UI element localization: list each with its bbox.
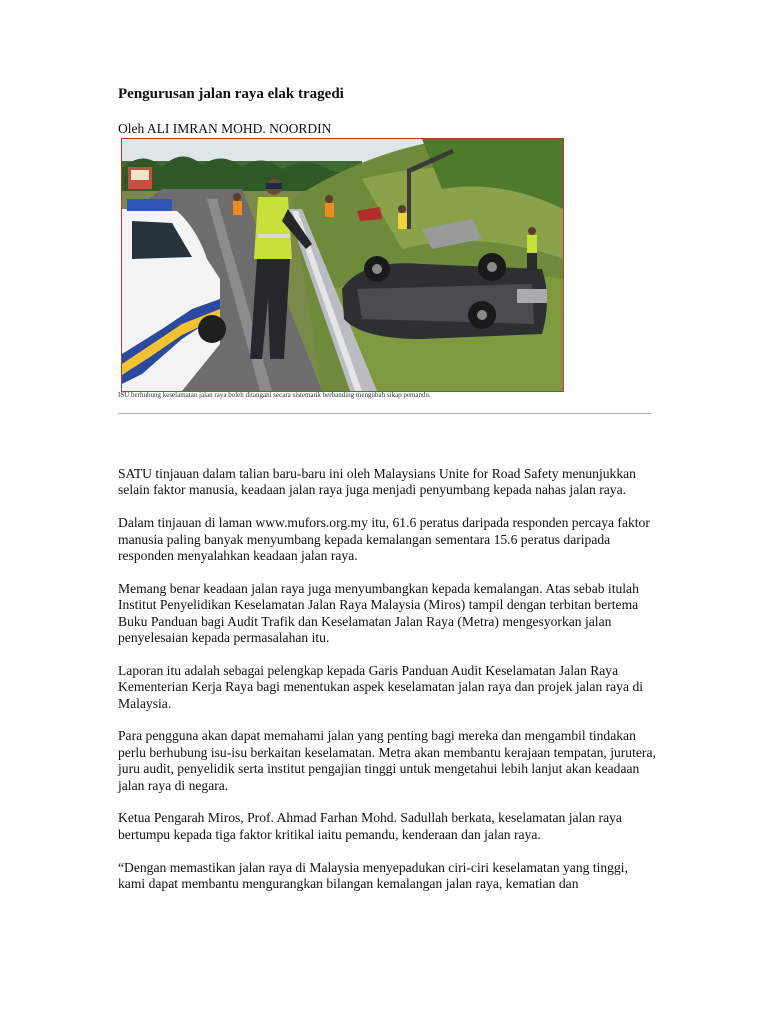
paragraph: “Dengan memastikan jalan raya di Malaysia menyepadukan ciri-ciri keselamatan yang tinggi, kami dapat membantu mengurangkan bilangan kemalangan jalan raya, kematian dan: [118, 859, 628, 892]
paragraph: Para pengguna akan dapat memahami jalan yang penting bagi mereka dan mengambil tindakan perlu berhubung isu-isu berkaitan keselamatan. Metra akan membantu kerajaan tempatan, jurutera, juru audit, penyelidik serta institut pengajian tinggi untuk mengetahui lebih lanjut akan keadaan jalan raya di negara.: [118, 728, 656, 793]
article-title: Pengurusan jalan raya elak tragedi: [118, 86, 344, 102]
paragraph: Laporan itu adalah sebagai pelengkap kepada Garis Panduan Audit Keselamatan Jalan Raya Kementerian Kerja Raya bagi menentukan aspek keselamatan jalan raya dan projek jalan raya di Malaysia.: [118, 662, 644, 711]
paragraph: Ketua Pengarah Miros, Prof. Ahmad Farhan Mohd. Sadullah berkata, keselamatan jalan raya bertumpu kepada tiga faktor kritikal iaitu pemandu, kenderaan dan jalan raya.: [118, 810, 622, 842]
news-photo: [121, 138, 564, 392]
section-divider: [118, 413, 652, 414]
paragraph: SATU tinjauan dalam talian baru-baru ini oleh Malaysians Unite for Road Safety menunjukkan selain faktor manusia, keadaan jalan raya juga menjadi penyumbang kepada nahas jalan raya.: [118, 466, 636, 498]
photo-caption: ISU berhubung keselamatan jalan raya boleh ditangani secara sistematik berbanding mengubah sikap pemandu.: [118, 391, 431, 399]
paragraph: Dalam tinjauan di laman www.mufors.org.my itu, 61.6 peratus daripada responden percaya faktor manusia paling banyak menyumbang kepada kemalangan sementara 15.6 peratus daripada responden menyalahkan keadaan jalan raya.: [118, 515, 650, 564]
paragraph: Memang benar keadaan jalan raya juga menyumbangkan kepada kemalangan. Atas sebab itulah Institut Penyelidikan Keselamatan Jalan Raya Malaysia (Miros) tampil dengan terbitan bertema Buku Panduan bagi Audit Trafik dan Keselamatan Jalan Raya (Metra) mengesyorkan jalan penyelesaian kepada permasalahan itu.: [118, 580, 639, 646]
accident-scene-illustration: [122, 139, 563, 391]
article-byline: Oleh ALI IMRAN MOHD. NOORDIN: [118, 121, 332, 136]
article-body: [118, 466, 658, 909]
